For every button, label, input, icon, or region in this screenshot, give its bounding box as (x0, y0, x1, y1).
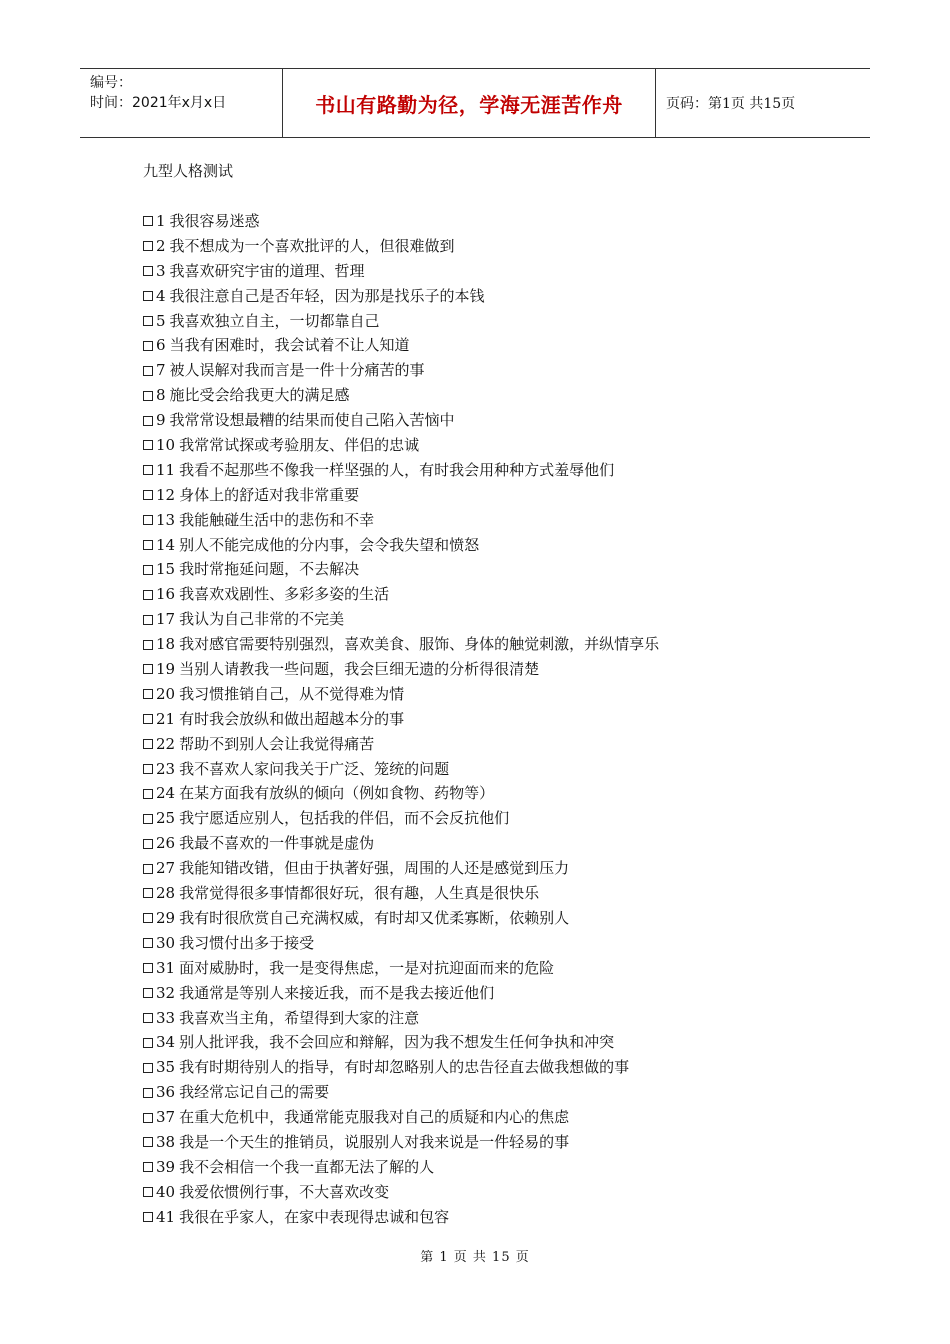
question-number: 17 (156, 610, 176, 629)
question-number: 33 (156, 1008, 176, 1027)
question-text: 我不会相信一个我一直都无法了解的人 (179, 1157, 435, 1176)
question-text: 我喜欢戏剧性、多彩多姿的生活 (179, 585, 390, 604)
checkbox-icon[interactable] (143, 1038, 153, 1048)
question-item (143, 1055, 659, 1080)
id-label: 编号： (90, 75, 132, 91)
question-item (143, 333, 659, 358)
question-text: 我很在乎家人，在家中表现得忠诚和包容 (179, 1207, 450, 1226)
question-item (143, 259, 659, 284)
question-number: 16 (156, 585, 176, 604)
question-item (143, 557, 659, 582)
question-item (143, 508, 659, 533)
time-label: 时间：2021年x月x日 (90, 95, 227, 111)
question-number: 34 (156, 1033, 176, 1052)
question-number: 28 (156, 884, 176, 903)
page-header (80, 68, 870, 138)
question-number: 15 (156, 560, 176, 579)
question-text: 我不喜欢人家问我关于广泛、笼统的问题 (179, 759, 450, 778)
question-item (143, 1155, 659, 1180)
question-item (143, 1205, 659, 1230)
question-text: 我爱依惯例行事，不大喜欢改变 (179, 1182, 390, 1201)
checkbox-icon[interactable] (143, 1013, 153, 1023)
question-text: 当我有困难时，我会试着不让人知道 (169, 336, 410, 355)
question-number: 9 (156, 411, 166, 430)
checkbox-icon[interactable] (143, 1187, 153, 1197)
question-number: 22 (156, 734, 176, 753)
checkbox-icon[interactable] (143, 241, 153, 251)
question-number: 29 (156, 908, 176, 927)
question-text: 帮助不到别人会让我觉得痛苦 (179, 734, 375, 753)
header-meta (80, 69, 282, 137)
checkbox-icon[interactable] (143, 839, 153, 849)
question-item (143, 632, 659, 657)
question-item (143, 906, 659, 931)
question-text: 我常觉得很多事情都很好玩，很有趣，人生真是很快乐 (179, 884, 540, 903)
checkbox-icon[interactable] (143, 1088, 153, 1098)
question-text: 有时我会放纵和做出超越本分的事 (179, 709, 405, 728)
question-text: 我时常拖延问题，不去解决 (179, 560, 360, 579)
question-number: 4 (156, 286, 166, 305)
question-text: 我喜欢当主角，希望得到大家的注意 (179, 1008, 420, 1027)
document-title: 九型人格测试 (143, 162, 234, 180)
checkbox-icon[interactable] (143, 640, 153, 650)
question-text: 我能触碰生活中的悲伤和不幸 (179, 510, 375, 529)
checkbox-icon[interactable] (143, 465, 153, 475)
checkbox-icon[interactable] (143, 814, 153, 824)
question-text: 我经常忘记自己的需要 (179, 1083, 330, 1102)
question-text: 在某方面我有放纵的倾向（例如食物、药物等） (179, 784, 495, 803)
checkbox-icon[interactable] (143, 1137, 153, 1147)
question-number: 35 (156, 1058, 176, 1077)
checkbox-icon[interactable] (143, 366, 153, 376)
question-item (143, 433, 659, 458)
question-item (143, 1030, 659, 1055)
question-item (143, 806, 659, 831)
question-number: 30 (156, 933, 176, 952)
question-number: 38 (156, 1132, 176, 1151)
question-item (143, 881, 659, 906)
question-number: 13 (156, 510, 176, 529)
question-item (143, 234, 659, 259)
question-list (143, 209, 659, 1230)
question-text: 我常常设想最糟的结果而使自己陷入苦恼中 (169, 411, 455, 430)
question-item (143, 458, 659, 483)
checkbox-icon[interactable] (143, 689, 153, 699)
checkbox-icon[interactable] (143, 341, 153, 351)
question-number: 12 (156, 485, 176, 504)
question-number: 39 (156, 1157, 176, 1176)
checkbox-icon[interactable] (143, 490, 153, 500)
question-number: 6 (156, 336, 166, 355)
question-text: 我很容易迷惑 (169, 212, 260, 230)
question-number: 3 (156, 261, 166, 280)
question-item (143, 1105, 659, 1130)
question-text: 我最不喜欢的一件事就是虚伪 (179, 834, 375, 853)
header-page-label: 页码：第1页 共15页 (666, 96, 796, 112)
question-item (143, 831, 659, 856)
question-text: 别人不能完成他的分内事，会令我失望和愤怒 (179, 535, 480, 554)
question-item (143, 209, 659, 234)
checkbox-icon[interactable] (143, 963, 153, 973)
question-item (143, 931, 659, 956)
question-text: 我很注意自己是否年轻，因为那是找乐子的本钱 (169, 286, 485, 305)
question-item (143, 657, 659, 682)
question-item (143, 1006, 659, 1031)
checkbox-icon[interactable] (143, 1212, 153, 1222)
question-item (143, 981, 659, 1006)
question-number: 32 (156, 983, 176, 1002)
question-number: 11 (156, 460, 176, 479)
checkbox-icon[interactable] (143, 590, 153, 600)
page-footer: 第 1 页 共 15 页 (420, 1250, 530, 1265)
question-text: 我有时很欣赏自己充满权威，有时却又优柔寡断，依赖别人 (179, 908, 570, 927)
checkbox-icon[interactable] (143, 789, 153, 799)
question-number: 26 (156, 834, 176, 853)
question-number: 14 (156, 535, 176, 554)
question-item (143, 757, 659, 782)
question-number: 40 (156, 1182, 176, 1201)
question-number: 20 (156, 684, 176, 703)
checkbox-icon[interactable] (143, 1113, 153, 1123)
header-motto: 书山有路勤为径，学海无涯苦作舟 (282, 69, 656, 137)
question-item (143, 408, 659, 433)
question-number: 31 (156, 958, 176, 977)
checkbox-icon[interactable] (143, 416, 153, 426)
question-number: 19 (156, 660, 176, 679)
checkbox-icon[interactable] (143, 938, 153, 948)
question-item (143, 732, 659, 757)
checkbox-icon[interactable] (143, 988, 153, 998)
checkbox-icon[interactable] (143, 739, 153, 749)
checkbox-icon[interactable] (143, 515, 153, 525)
question-number: 36 (156, 1083, 176, 1102)
question-number: 2 (156, 236, 166, 255)
question-text: 我喜欢独立自主，一切都靠自己 (169, 311, 380, 330)
question-item (143, 1080, 659, 1105)
question-number: 1 (156, 212, 166, 230)
question-item (143, 781, 659, 806)
question-item (143, 682, 659, 707)
question-text: 被人误解对我而言是一件十分痛苦的事 (169, 361, 425, 380)
question-number: 5 (156, 311, 166, 330)
checkbox-icon[interactable] (143, 391, 153, 401)
checkbox-icon[interactable] (143, 664, 153, 674)
checkbox-icon[interactable] (143, 440, 153, 450)
checkbox-icon[interactable] (143, 540, 153, 550)
question-number: 18 (156, 635, 176, 654)
question-number: 25 (156, 809, 176, 828)
question-text: 在重大危机中，我通常能克服我对自己的质疑和内心的焦虑 (179, 1108, 570, 1127)
question-text: 身体上的舒适对我非常重要 (179, 485, 360, 504)
question-item (143, 533, 659, 558)
question-number: 41 (156, 1207, 176, 1226)
question-text: 我通常是等别人来接近我，而不是我去接近他们 (179, 983, 495, 1002)
checkbox-icon[interactable] (143, 565, 153, 575)
question-number: 24 (156, 784, 176, 803)
checkbox-icon[interactable] (143, 764, 153, 774)
question-item (143, 956, 659, 981)
question-item (143, 358, 659, 383)
question-item (143, 284, 659, 309)
question-text: 我能知错改错，但由于执著好强，周围的人还是感觉到压力 (179, 859, 570, 878)
question-item (143, 483, 659, 508)
question-number: 23 (156, 759, 176, 778)
question-number: 21 (156, 709, 176, 728)
question-text: 我常常试探或考验朋友、伴侣的忠诚 (179, 436, 420, 455)
question-item (143, 383, 659, 408)
question-item (143, 309, 659, 334)
question-text: 我不想成为一个喜欢批评的人，但很难做到 (169, 236, 455, 255)
question-number: 8 (156, 386, 166, 405)
question-text: 我习惯推销自己，从不觉得难为情 (179, 684, 405, 703)
question-text: 我认为自己非常的不完美 (179, 610, 345, 629)
question-text: 我习惯付出多于接受 (179, 933, 315, 952)
question-text: 我是一个天生的推销员，说服别人对我来说是一件轻易的事 (179, 1132, 570, 1151)
question-text: 我看不起那些不像我一样坚强的人，有时我会用种种方式羞辱他们 (179, 460, 615, 479)
question-number: 7 (156, 361, 166, 380)
question-text: 我喜欢研究宇宙的道理、哲理 (169, 261, 365, 280)
question-item (143, 1180, 659, 1205)
question-item (143, 582, 659, 607)
checkbox-icon[interactable] (143, 615, 153, 625)
question-number: 37 (156, 1108, 176, 1127)
question-item (143, 1130, 659, 1155)
question-text: 我宁愿适应别人，包括我的伴侣，而不会反抗他们 (179, 809, 510, 828)
checkbox-icon[interactable] (143, 913, 153, 923)
checkbox-icon[interactable] (143, 888, 153, 898)
question-number: 10 (156, 436, 176, 455)
checkbox-icon[interactable] (143, 714, 153, 724)
question-item (143, 607, 659, 632)
question-text: 别人批评我，我不会回应和辩解，因为我不想发生任何争执和冲突 (179, 1033, 615, 1052)
checkbox-icon[interactable] (143, 864, 153, 874)
question-item (143, 707, 659, 732)
question-text: 当别人请教我一些问题，我会巨细无遗的分析得很清楚 (179, 660, 540, 679)
question-text: 施比受会给我更大的满足感 (169, 386, 350, 405)
checkbox-icon[interactable] (143, 216, 153, 226)
question-text: 我有时期待别人的指导，有时却忽略别人的忠告径直去做我想做的事 (179, 1058, 630, 1077)
question-text: 面对威胁时，我一是变得焦虑，一是对抗迎面而来的危险 (179, 958, 555, 977)
question-item (143, 856, 659, 881)
question-text: 我对感官需要特别强烈，喜欢美食、服饰、身体的触觉刺激，并纵情享乐 (179, 635, 660, 654)
checkbox-icon[interactable] (143, 266, 153, 276)
checkbox-icon[interactable] (143, 291, 153, 301)
checkbox-icon[interactable] (143, 1162, 153, 1172)
question-number: 27 (156, 859, 176, 878)
checkbox-icon[interactable] (143, 316, 153, 326)
checkbox-icon[interactable] (143, 1063, 153, 1073)
